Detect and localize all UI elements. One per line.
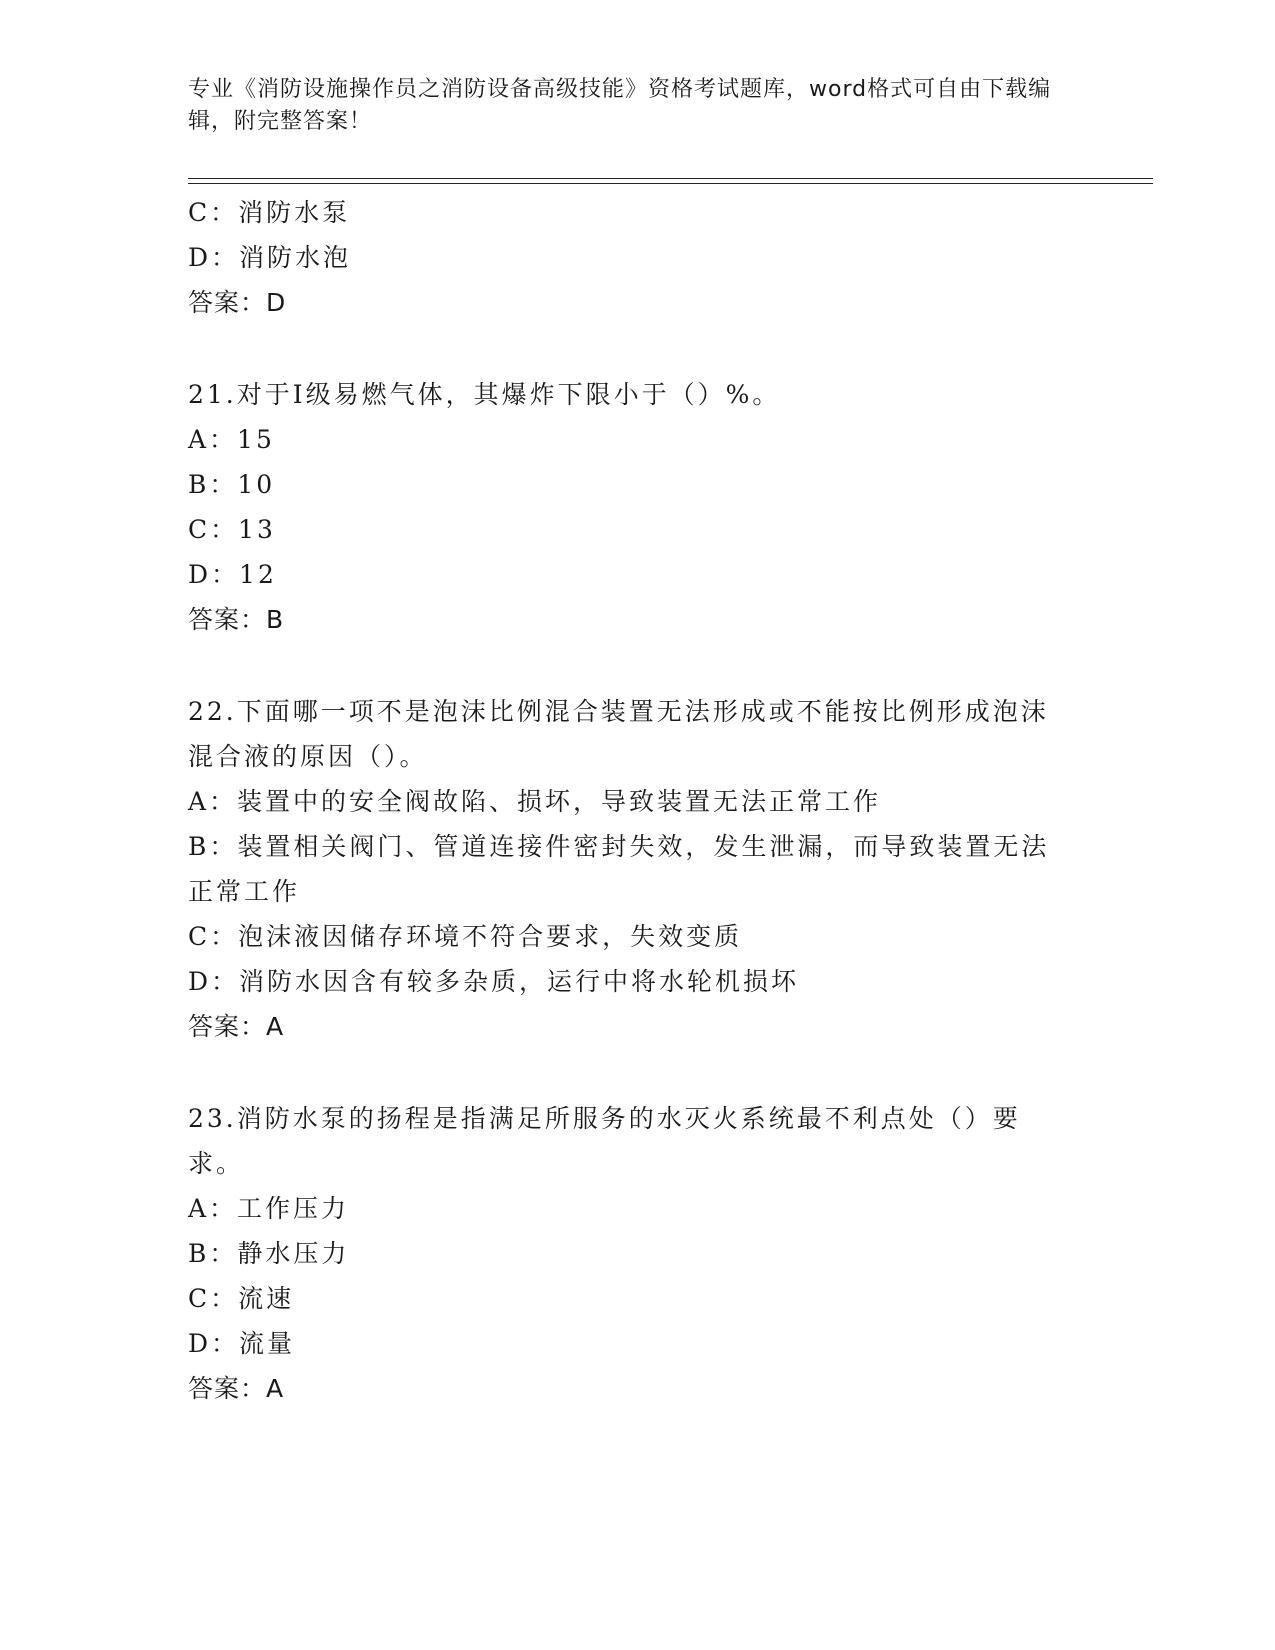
option-a: A：15 (188, 425, 275, 454)
answer-label: 答案：B (188, 605, 285, 634)
option-c: C：流速 (188, 1284, 295, 1313)
option-b: B：10 (188, 470, 276, 499)
header-divider-top (188, 178, 1153, 179)
option-d: D：消防水泡 (188, 243, 352, 272)
option-d: D：流量 (188, 1329, 296, 1358)
option-a: A：装置中的安全阀故陷、损坏，导致装置无法正常工作 (188, 787, 882, 816)
question-23 (188, 1096, 1068, 1411)
answer-label: 答案：A (188, 1374, 285, 1403)
answer-label: 答案：D (188, 288, 287, 317)
question-list (188, 190, 1068, 1411)
question-text: 22.下面哪一项不是泡沫比例混合装置无法形成或不能按比例形成泡沫混合液的原因（）。 (188, 697, 1049, 771)
option-d: D：消防水因含有较多杂质，运行中将水轮机损坏 (188, 967, 800, 996)
question-21 (188, 372, 1068, 642)
document-header: 专业《消防设施操作员之消防设备高级技能》资格考试题库，word格式可自由下载编辑，附完整答案！ (188, 77, 1052, 134)
option-c: C：泡沫液因储存环境不符合要求，失效变质 (188, 922, 743, 951)
question-fragment (188, 190, 1068, 325)
answer-label: 答案：A (188, 1012, 285, 1041)
option-d: D：12 (188, 560, 277, 589)
option-b: B：静水压力 (188, 1239, 350, 1268)
question-22 (188, 689, 1068, 1049)
option-c: C：13 (188, 515, 276, 544)
option-a: A：工作压力 (188, 1194, 350, 1223)
option-b: B：装置相关阀门、管道连接件密封失效，发生泄漏，而导致装置无法正常工作 (188, 832, 1050, 906)
question-text: 23.消防水泵的扬程是指满足所服务的水灭火系统最不利点处（）要求。 (188, 1104, 1021, 1178)
question-text: 21.对于Ⅰ级易燃气体，其爆炸下限小于（）%。 (188, 380, 781, 409)
header-divider-bottom (188, 183, 1153, 184)
option-c: C：消防水泵 (188, 198, 351, 227)
